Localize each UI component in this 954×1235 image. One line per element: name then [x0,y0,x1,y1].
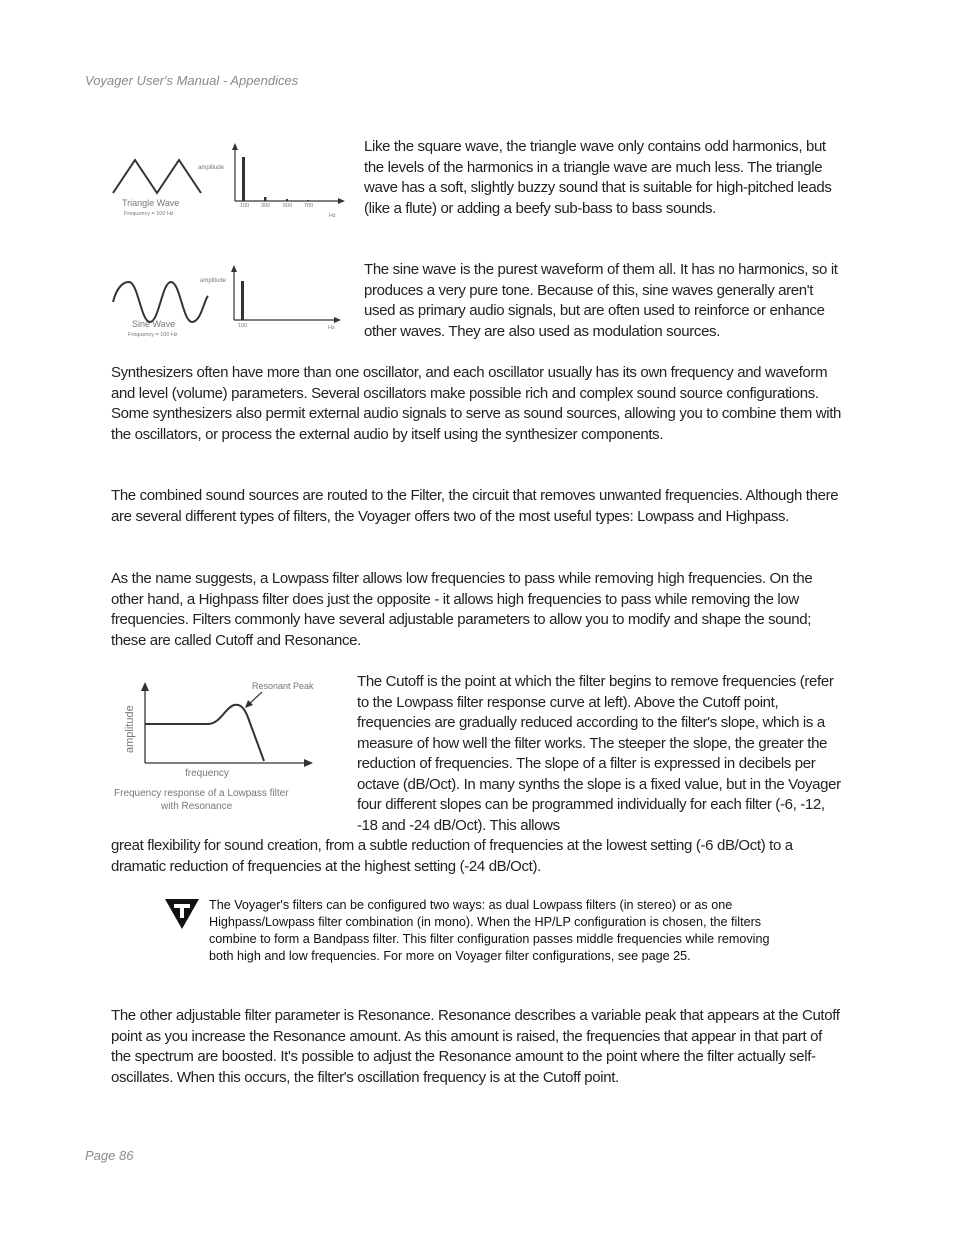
harmonic-bar-700 [307,200,309,201]
body-paragraph-resonance: The other adjustable filter parameter is Resonance. Resonance describes a variable peak that appears at the Cutoff point as you increase the Resonance amount. As this amount is raised, the frequencies that appear in that part of the spectrum are boosted. It's possible to adjust the Resonance amount to the point where the filter actually self-oscillates. When this occurs, the filter's oscillation frequency is at the Cutoff point. [111,1007,840,1086]
sine-wave-figure [108,262,348,342]
triangle-tick-300: 300 [261,203,271,209]
sine-paragraph: The sine wave is the purest waveform of them all. It has no harmonics, so it produces a very pure tone. Because of this, sine waves generally aren't used as primary audio signals, but are often used to reinforce or enhance other waves. They are also used as modulation sources. [364,261,838,340]
body-paragraph-oscillators: Synthesizers often have more than one oscillator, and each oscillator usually has its own frequency and waveform and level (volume) parameters. Several oscillators make possible rich and complex sound source configurations. Some synthesizers also permit external audio signals to serve as sound sources, allowing you to combine them with the oscillators, or process the external audio by itself using the synthesizer components. [111,364,841,443]
triangle-amplitude-label: amplitude [198,165,225,171]
triangle-waveform [113,160,201,193]
body-paragraph-lowpass: As the name suggests, a Lowpass filter allows low frequencies to pass while removing high frequencies. On the other hand, a Highpass filter does just the opposite - it allows high frequencies to pass while removing the low frequencies. Filters commonly have several adjustable parameters to allow you to modify and shape the sound; these are called Cutoff and Resonance. [111,570,813,649]
lowpass-caption-line2: with Resonance [161,801,233,812]
lowpass-frequency-label: frequency [185,768,229,779]
triangle-hz-label: Hz [329,213,336,219]
page-number: Page 86 [85,1148,134,1163]
triangle-tick-700: 700 [304,203,314,209]
tip-note: The Voyager's filters can be configured two ways: as dual Lowpass filters (in stereo) or as one Highpass/Lowpass filter combination (in mono). When the HP/LP configuration is chosen, the filters combine to form a Bandpass filter. This filter configuration passes middle frequencies while removing both high and low frequencies. For more on Voyager filter configurations, see page 25. [209,898,770,963]
running-header: Voyager User's Manual - Appendices [85,73,299,88]
lowpass-response-figure [108,675,348,820]
lowpass-response-curve [145,705,264,761]
body-paragraph-filter: The combined sound sources are routed to the Filter, the circuit that removes unwanted frequencies. Although there are several different types of filters, the Voyager offers two of the most useful types: Lowpass and Highpass. [111,487,839,525]
harmonic-bar-500 [286,199,288,201]
lowpass-caption-line1: Frequency response of a Lowpass filter [114,788,289,799]
triangle-caption: Triangle Wave [122,198,180,208]
triangle-paragraph: Like the square wave, the triangle wave only contains odd harmonics, but the levels of the harmonics in a triangle wave are much less. The triangle wave has a soft, slightly buzzy sound that is suitable for high-pitched leads (like a flute) or adding a beefy sub-bass to bass sounds. [364,138,832,217]
cutoff-paragraph-continued: great flexibility for sound creation, from a subtle reduction of frequencies at the lowest setting (-6 dB/Oct) to a dramatic reduction of frequencies at the highest setting (-24 dB/Oct). [111,837,793,875]
tip-triangle-icon [164,898,200,935]
sine-hz-label: Hz [328,325,335,331]
lowpass-amplitude-label: amplitude [124,705,136,753]
triangle-tick-100: 100 [240,203,250,209]
fundamental-bar-100 [241,281,244,320]
resonant-peak-label: Resonant Peak [252,681,314,691]
triangle-tick-500: 500 [283,203,293,209]
harmonic-bar-100 [242,157,245,201]
sine-subcaption: Frequency = 100 Hz [128,332,178,338]
triangle-subcaption: Frequency = 100 Hz [124,211,174,217]
sine-tick-100: 100 [238,323,248,329]
cutoff-paragraph: The Cutoff is the point at which the filter begins to remove frequencies (refer to the Lowpass filter response curve at left). Above the Cutoff point, frequencies are gradually reduced according to the filter's slope, which is a measure of how well the filter works. The steeper the slope, the greater the reduction of frequencies. The slope of a filter is expressed in decibels per octave (dB/Oct). In many synths the slope is a fixed value, but in the Voyager four different slopes can be programmed individually for each filter (-6, -12, -18 and -24 dB/Oct). This allows [357,673,841,834]
sine-waveform [113,282,208,322]
harmonic-bar-300 [264,197,267,201]
sine-caption: Sine Wave [132,319,176,329]
triangle-wave-figure [108,138,348,223]
sine-amplitude-label: amplitude [200,278,227,284]
